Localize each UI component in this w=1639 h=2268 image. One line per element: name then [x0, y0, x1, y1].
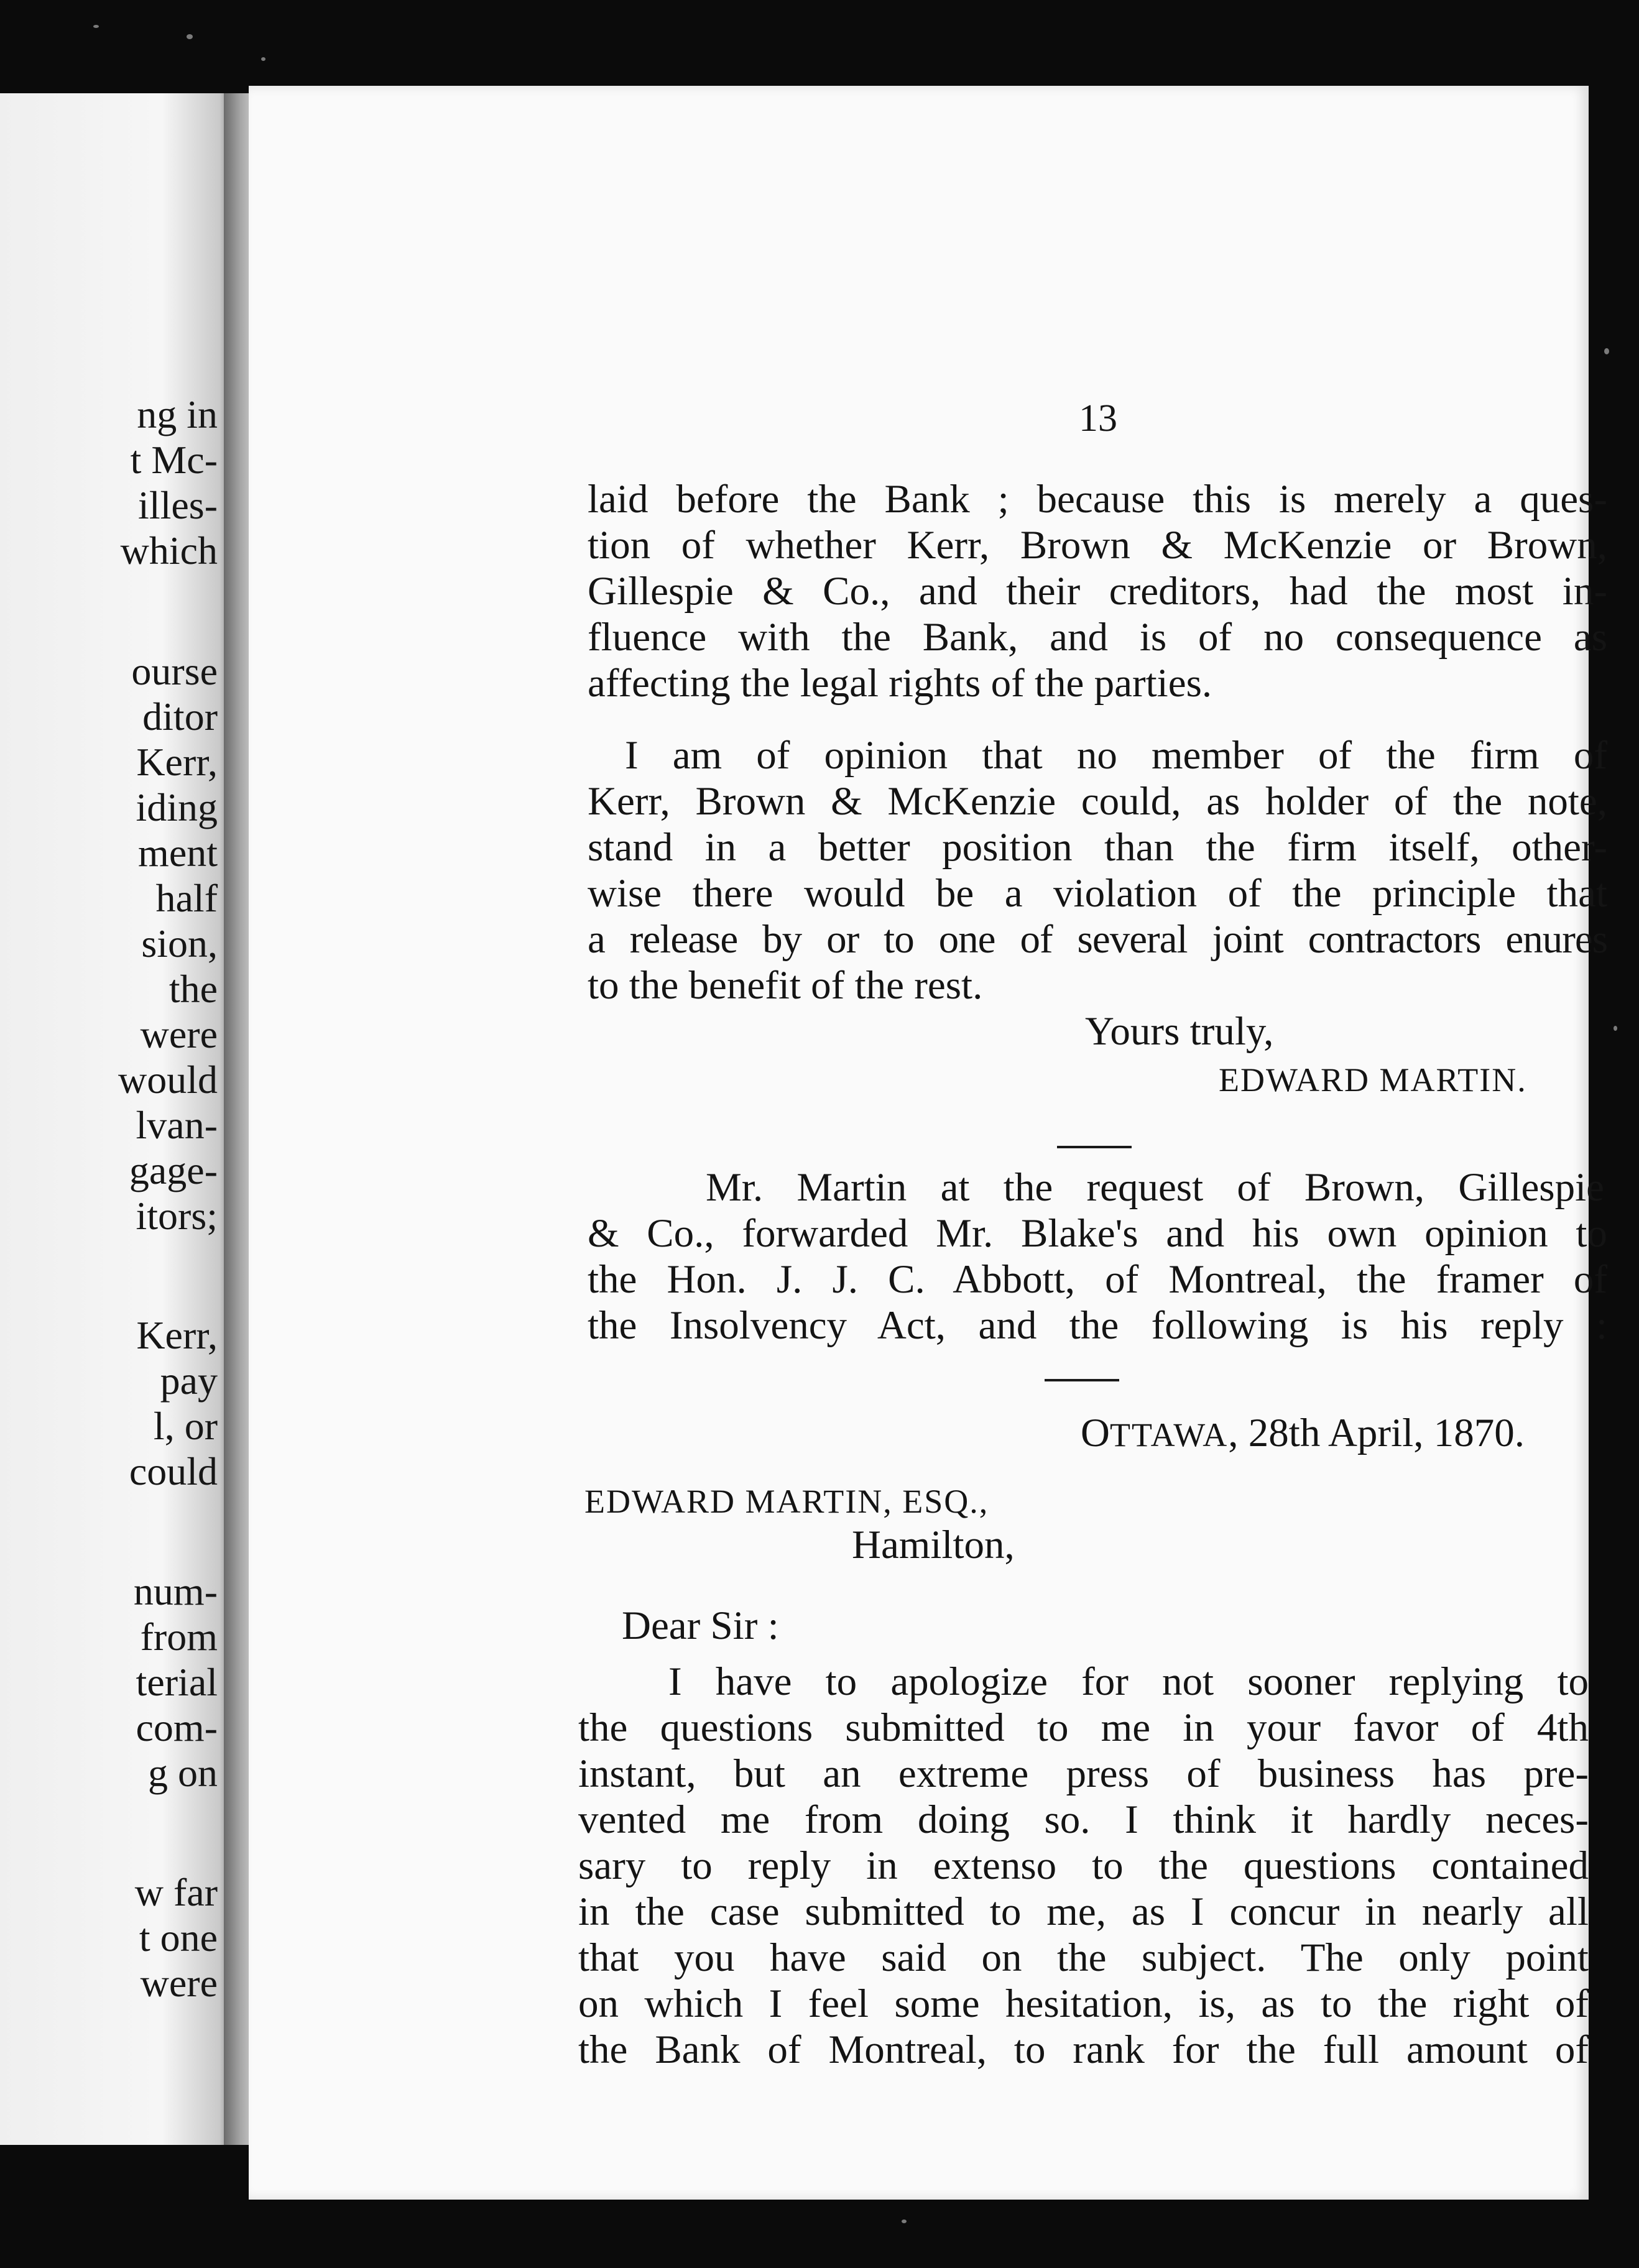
letter-dateline — [1081, 1410, 1525, 1458]
page-number: 13 — [1079, 397, 1117, 440]
text-line: affecting the legal rights of the parties. — [588, 661, 1212, 706]
text-line: the Hon. J. J. C. Abbott, of Montreal, the framer of — [588, 1257, 1607, 1302]
facing-line: would — [118, 1058, 218, 1102]
facing-line: w far — [134, 1870, 218, 1914]
film-speck — [93, 25, 99, 28]
facing-line: t Mc- — [130, 438, 218, 482]
film-speck — [1614, 1026, 1617, 1031]
text-line: in the case submitted to me, as I concur in nearly all — [578, 1889, 1589, 1934]
facing-line: could — [129, 1449, 218, 1493]
text-line: vented me from doing so. I think it hardly neces- — [578, 1797, 1589, 1842]
facing-line: sion, — [141, 921, 218, 966]
facing-line: were — [140, 1961, 218, 2005]
text-line: the questions submitted to me in your favor of 4th — [578, 1705, 1589, 1750]
facing-line: illes- — [138, 483, 218, 527]
dateline-place: TTAWA — [1109, 1416, 1229, 1454]
facing-line: l, or — [153, 1404, 218, 1448]
facing-line: Kerr, — [136, 1313, 218, 1357]
facing-line: lvan- — [136, 1103, 218, 1147]
film-speck — [261, 57, 265, 61]
text-line: I have to apologize for not sooner replying to — [668, 1659, 1589, 1704]
facing-line: ourse — [131, 649, 218, 693]
text-line: stand in a better position than the firm itself, other- — [588, 825, 1607, 870]
text-line: the Insolvency Act, and the following is his reply : — [588, 1303, 1607, 1348]
text-line: Kerr, Brown & McKenzie could, as holder of the note, — [588, 779, 1607, 824]
section-divider — [1045, 1379, 1119, 1381]
facing-line: ng in — [137, 392, 218, 436]
facing-line: were — [140, 1012, 218, 1056]
facing-line: iding — [136, 785, 218, 829]
document-page — [249, 86, 1607, 2200]
facing-page-fragment — [0, 93, 231, 2145]
dateline-place-initial: O — [1081, 1411, 1110, 1455]
facing-line: gage- — [129, 1148, 218, 1192]
letter-address-city: Hamilton, — [852, 1523, 1015, 1567]
facing-line: Kerr, — [136, 740, 218, 784]
text-line: instant, but an extreme press of business has pre- — [578, 1751, 1589, 1796]
text-line: a release by or to one of several joint contractors enures — [588, 917, 1607, 962]
facing-line: terial — [136, 1660, 218, 1704]
text-line: laid before the Bank ; because this is merely a ques- — [588, 477, 1607, 522]
facing-line: com- — [136, 1705, 218, 1749]
text-line: fluence with the Bank, and is of no consequence as — [588, 615, 1607, 660]
facing-line: from — [140, 1615, 218, 1659]
text-line: the Bank of Montreal, to rank for the full amount of — [578, 2027, 1589, 2072]
facing-line: ditor — [142, 694, 218, 739]
facing-line: which — [120, 528, 218, 573]
facing-line: the — [169, 967, 218, 1011]
section-divider — [1057, 1146, 1132, 1148]
facing-line: itors; — [136, 1194, 218, 1238]
facing-line: num- — [133, 1569, 218, 1613]
text-line: sary to reply in extenso to the questions contained — [578, 1843, 1589, 1888]
facing-line: half — [155, 876, 218, 920]
letter-signature: EDWARD MARTIN. — [1219, 1061, 1527, 1099]
facing-line: t one — [139, 1915, 218, 1960]
letter-addressee: EDWARD MARTIN, ESQ., — [584, 1483, 989, 1520]
text-line: I am of opinion that no member of the firm of — [625, 733, 1607, 778]
facing-line: g on — [148, 1751, 218, 1795]
facing-line: pay — [160, 1358, 218, 1403]
facing-line: ment — [138, 831, 218, 875]
film-speck — [1604, 348, 1609, 354]
letter-salutation: Dear Sir : — [622, 1603, 779, 1648]
text-line: Gillespie & Co., and their creditors, had the most in- — [588, 569, 1607, 614]
film-speck — [187, 34, 193, 39]
text-line: that you have said on the subject. The only point — [578, 1935, 1589, 1980]
text-line: & Co., forwarded Mr. Blake's and his own opinion to — [588, 1211, 1607, 1256]
letter-closing: Yours truly, — [1085, 1009, 1274, 1054]
text-line: on which I feel some hesitation, is, as to the right of — [578, 1981, 1589, 2026]
text-line: to the benefit of the rest. — [588, 963, 983, 1008]
text-line: Mr. Martin at the request of Brown, Gillespie — [706, 1165, 1604, 1210]
text-line: wise there would be a violation of the principle that — [588, 871, 1607, 916]
film-speck — [902, 2220, 907, 2223]
dateline-date: , 28th April, 1870. — [1228, 1411, 1525, 1455]
text-line: tion of whether Kerr, Brown & McKenzie or Brown, — [588, 523, 1607, 568]
